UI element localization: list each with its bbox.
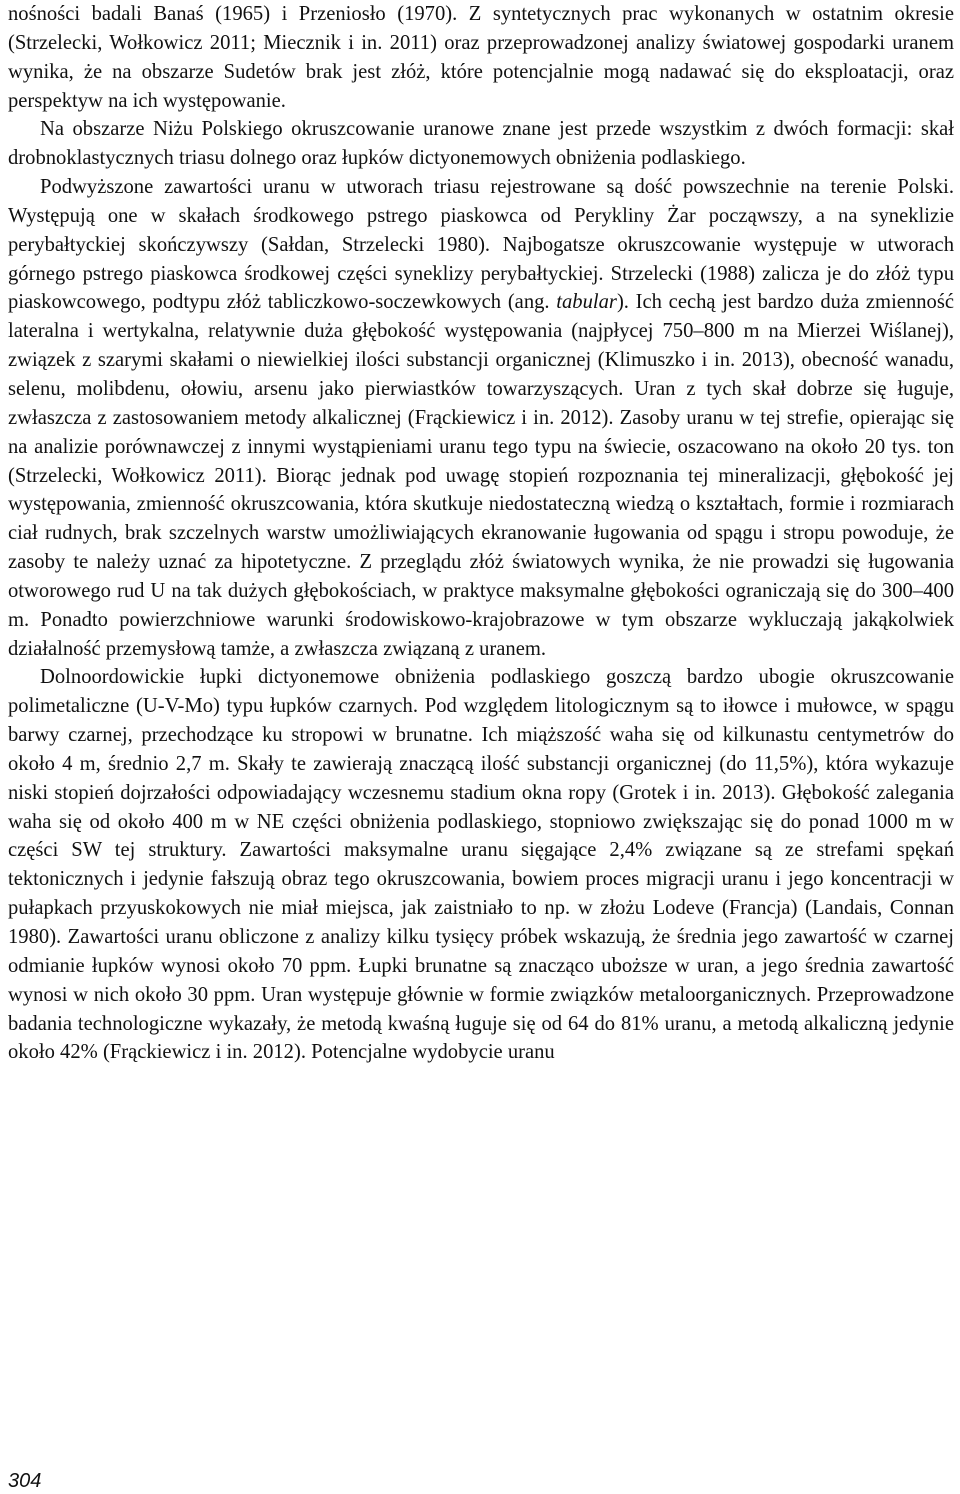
paragraph-4: Dolnoordowickie łupki dictyonemowe obniżenia podlaskiego goszczą bardzo ubogie okruszcowanie polimetaliczne (U-V-Mo) typu łupków czarnych. Pod względem litologicznym są to iłowce i mułowce, w spągu barwy czarnej, przechodzące ku stropowi w brunatne. Ich miąższość waha się od kilkunastu centymetrów do około 4 m, średnio 2,7 m. Skały te zawierają znaczącą ilość substancji organicznej (do 11,5%), która wykazuje niski stopień dojrzałości odpowiadający wczesnemu stadium okna ropy (Grotek i in. 2013). Głębokość zalegania waha się od około 400 m w NE części obniżenia podlaskiego, stopniowo zwiększając się do ponad 1000 m w części SW tej struktury. Zawartości maksymalne uranu sięgające 2,4% związane są ze strefami spękań tektonicznych i jedynie fałszują obraz tego okruszcowania, bowiem proces migracji uranu i jego koncentracji w pułapkach przyuskokowych nie miał miejsca, jak zaistniało to np. w złożu Lodeve (Francja) (Landais, Connan 1980). Zawartości uranu obliczone z analizy kilku tysięcy próbek wskazują, że średnia jego zawartość w czarnej odmianie łupków wynosi około 70 ppm. Łupki brunatne są znacząco uboższe w uran, a jego średnia zawartość wynosi w nich około 30 ppm. Uran występuje głównie w formie związków metaloorganicznych. Przeprowadzone badania technologiczne wykazały, że metodą kwaśną ługuje się od 64 do 81% uranu, a metodą alkaliczną jedynie około 42% (Frąckiewicz i in. 2012). Potencjalne wydobycie uranu xyxy=(8,666,954,1064)
paragraph-3-text-before: Podwyższone zawartości uranu w utworach triasu rejestrowane są dość powszechnie na terenie Polski. Występują one w skałach środkowego pstrego piaskowca od Perykliny Żar począwszy, a na syneklizie perybałtyckiej skończywszy (Sałdan, Strzelecki 1980). Najbogatsze okruszcowanie występuje w utworach górnego pstrego piaskowca środkowej części syneklizy perybałtyckiej. Strzelecki (1988) zalicza je do złóż typu piaskowcowego, podtypu złóż tabliczkowo-soczewkowych (ang. xyxy=(8,176,954,314)
italic-term: tabular xyxy=(556,291,617,314)
paragraph-1: nośności badali Banaś (1965) i Przeniosło (1970). Z syntetycznych prac wykonanych w ostatnim okresie (Strzelecki, Wołkowicz 2011; Miecznik i in. 2011) oraz przeprowadzonej analizy światowej gospodarki uranem wynika, że na obszarze Sudetów brak jest złóż, które potencjalnie mogą nadawać się do eksploatacji, oraz perspektyw na ich występowanie. xyxy=(8,3,954,112)
paragraph-2: Na obszarze Niżu Polskiego okruszcowanie uranowe znane jest przede wszystkim z dwóch formacji: skał drobnoklastycznych triasu dolnego oraz łupków dictyonemowych obniżenia podlaskiego. xyxy=(8,118,954,170)
paragraph-3-text-after: ). Ich cechą jest bardzo duża zmienność lateralna i wertykalna, relatywnie duża głębokość występowania (najpłycej 750–800 m na Mierzei Wiślanej), związek z szarymi skałami o niewielkiej ilości substancji organicznej (Klimuszko i in. 2013), obecność wanadu, selenu, molibdenu, ołowiu, arsenu jako pierwiastków towarzyszących. Uran z tych skał dobrze się ługuje, zwłaszcza z zastosowaniem metody alkalicznej (Frąckiewicz i in. 2012). Zasoby uranu w tej strefie, opierając się na analizie porównawczej z innymi wystąpieniami uranu tego typu na świecie, oszacowano na około 20 tys. ton (Strzelecki, Wołkowicz 2011). Biorąc jednak pod uwagę stopień rozpoznania tej mineralizacji, głębokość jej występowania, zmienność okruszcowania, która skutkuje niedostateczną wiedzą o kształtach, formie i rozmiarach ciał rudnych, brak szczelnych warstw umożliwiających ekranowanie ługowania od spągu i stropu powoduje, że zasoby te należy uznać za hipotetyczne. Z przeglądu złóż światowych wynika, że nie prowadzi się ługowania otworowego rud U na tak dużych głębokościach, w praktyce maksymalne głębokości ograniczają się do 300–400 m. Ponadto powierzchniowe warunki środowiskowo-krajobrazowe w tym obszarze wykluczają jakąkolwiek działalność przemysłową tamże, a zwłaszcza związaną z uranem. xyxy=(8,291,954,660)
page-body xyxy=(8,0,954,1067)
page-number: 304 xyxy=(8,1470,42,1492)
paragraph-3 xyxy=(8,173,954,663)
